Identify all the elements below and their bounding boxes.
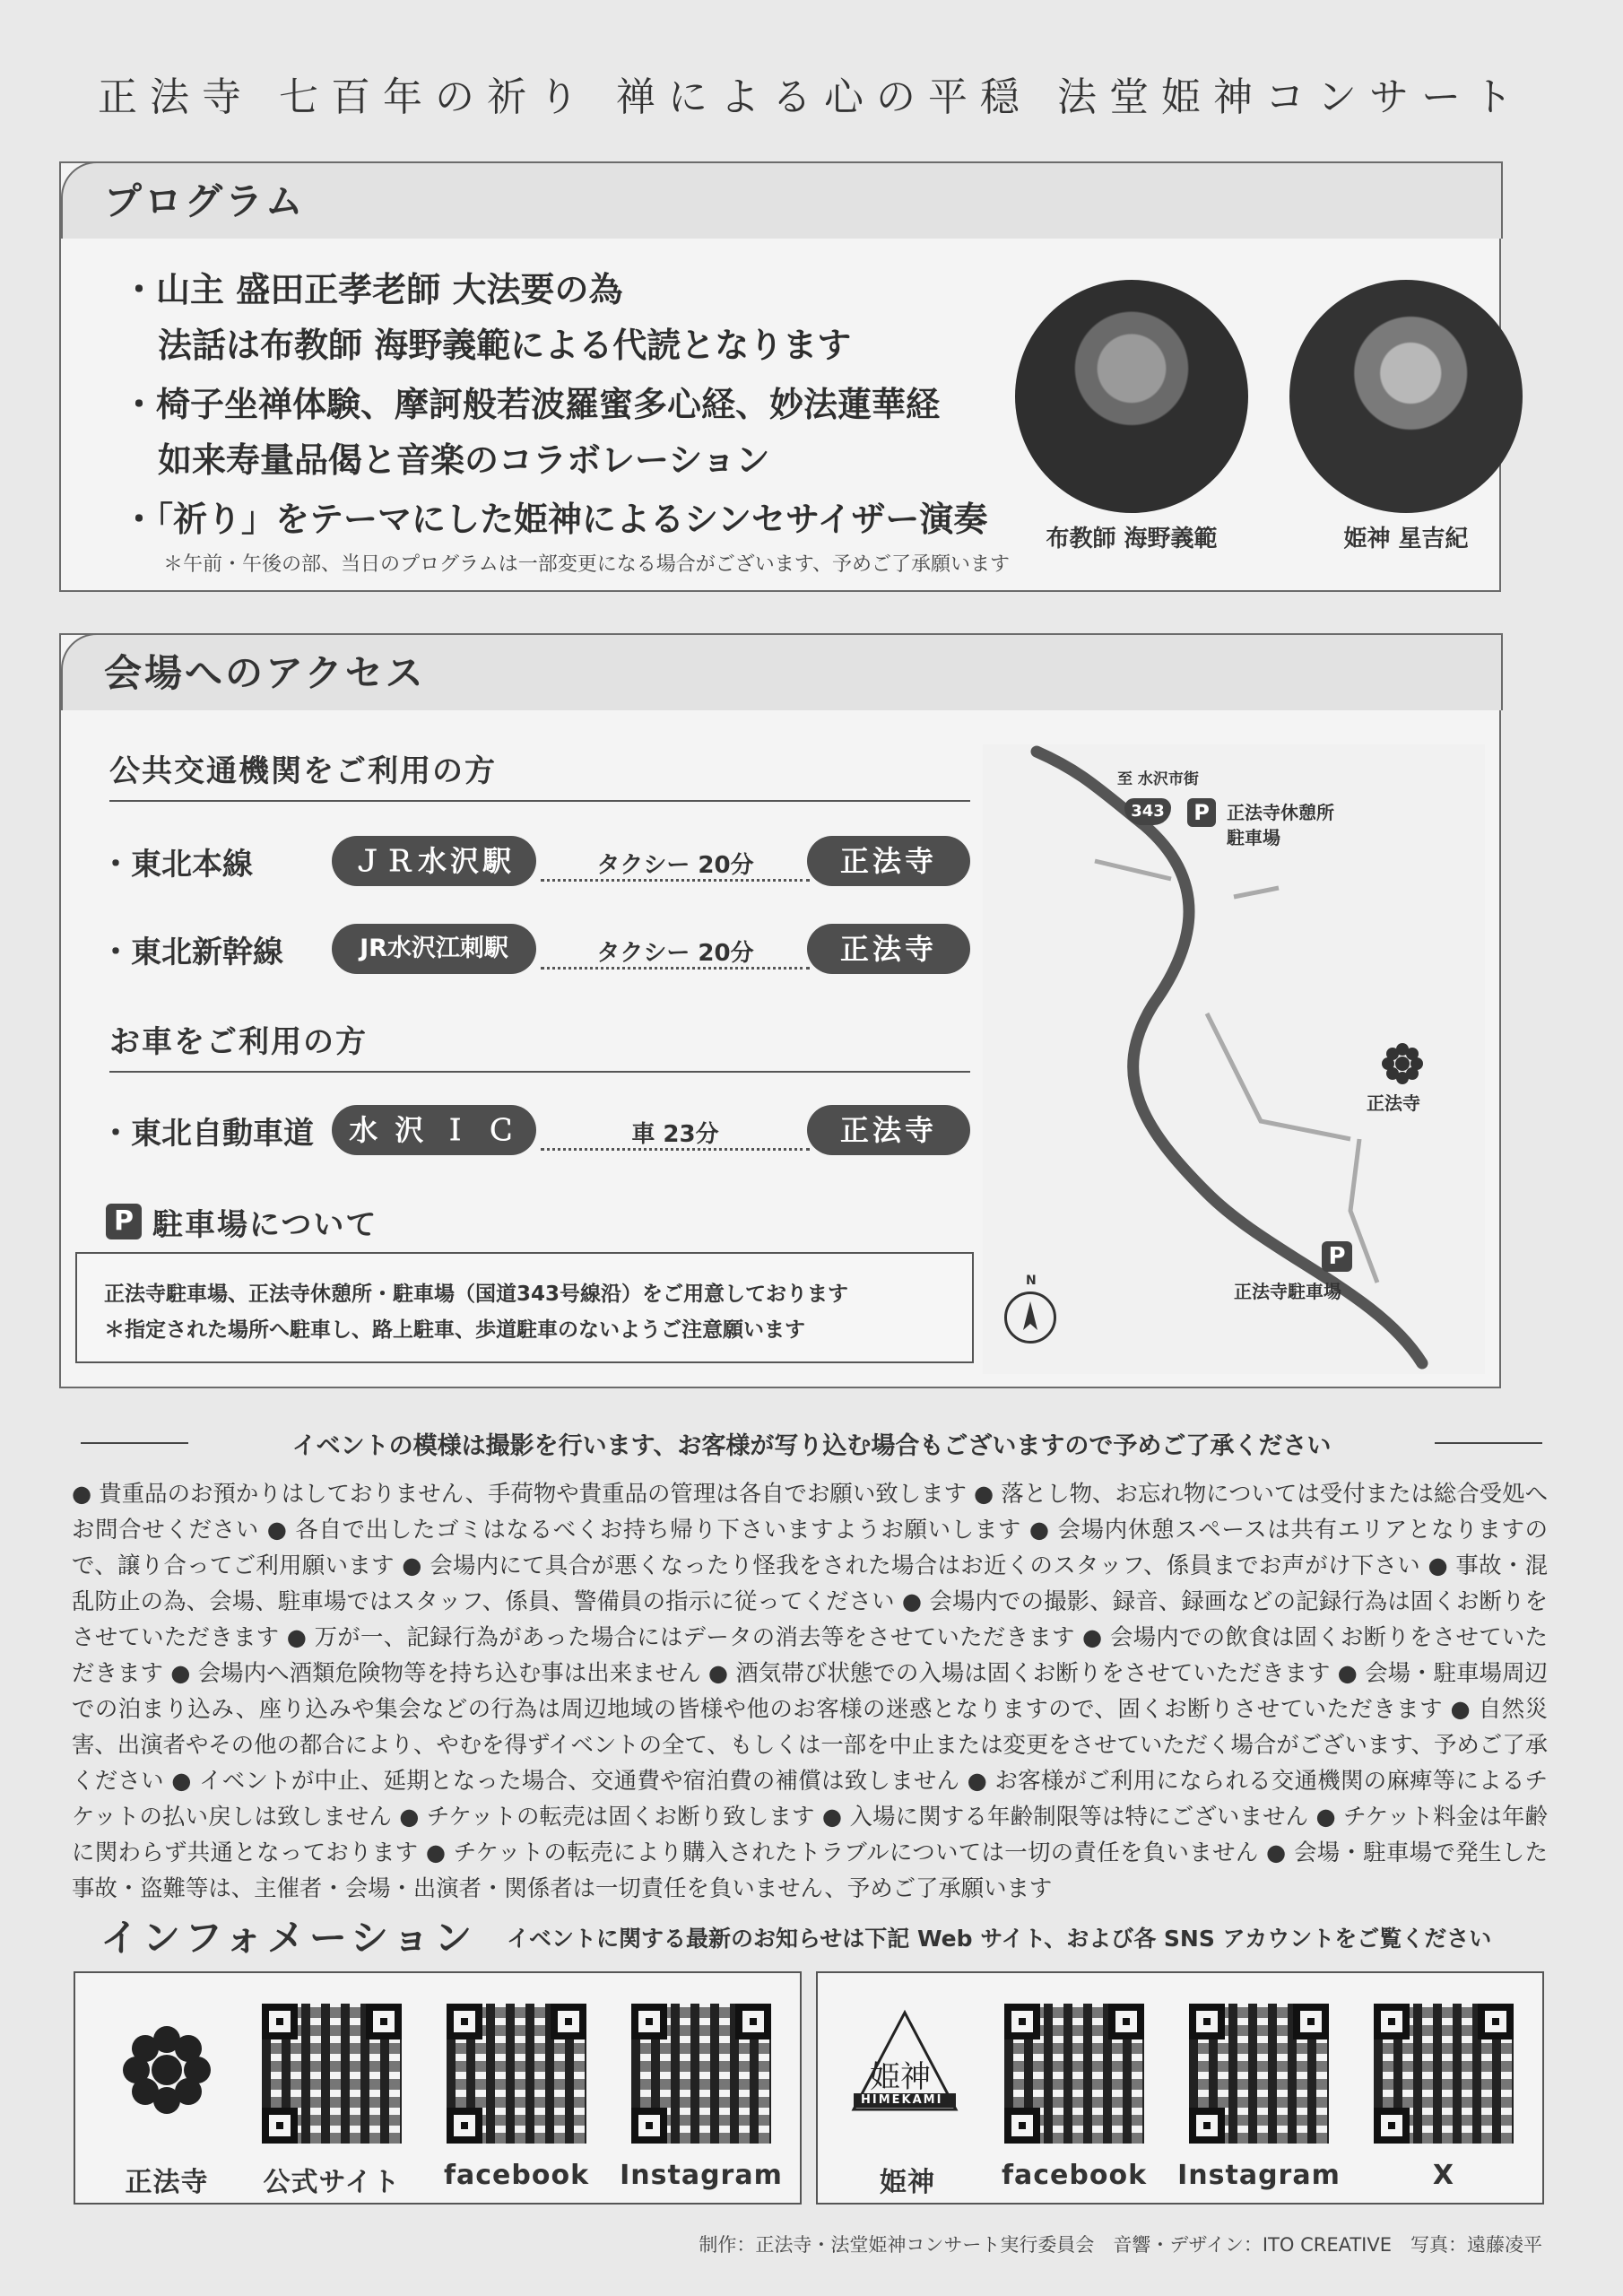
map-temple-parking: 正法寺駐車場 [1234, 1281, 1341, 1302]
parking-icon: P [106, 1204, 142, 1239]
map-parking-icon-rest: P [1187, 798, 1216, 827]
route-line-tohoku: ・東北本線 [100, 847, 253, 883]
parking-heading: 駐車場について [152, 1207, 378, 1243]
himekami-logo-en: HIMEKAMI [861, 2093, 943, 2107]
himekami-logo-text: 姫神 [870, 2059, 931, 2095]
program-heading: プログラム [104, 179, 306, 223]
station-pill-mizusawa: ＪＲ水沢駅 [332, 836, 536, 886]
credits: 制作：正法寺・法堂姫神コンサート実行委員会 音響・デザイン：ITO CREATIVE 写真：遠藤凌平 [699, 2234, 1542, 2256]
parking-info-box [75, 1252, 974, 1363]
access-tab [61, 633, 1503, 710]
program-line-4: 如来寿量品偈と音楽のコラボレーション [158, 440, 770, 480]
temple-crest-icon [1377, 1039, 1428, 1089]
info-subheading: イベントに関する最新のお知らせは下記 Web サイト、および各 SNS アカウントをご覧ください [507, 1926, 1492, 1952]
info-box-temple [74, 1971, 802, 2205]
divider [109, 1071, 970, 1073]
program-line-1: ・山主 盛田正孝老師 大法要の為 [122, 270, 623, 309]
info-heading: インフォメーション [100, 1916, 477, 1960]
caption-temple: 正法寺 [125, 2167, 209, 2198]
portrait-hoshi [1289, 280, 1523, 513]
portrait-caption-unno: 布教師 海野義範 [1046, 526, 1218, 552]
route-line-expressway: ・東北自動車道 [100, 1116, 314, 1152]
dest-pill-1: 正法寺 [807, 836, 970, 886]
dest-pill-2: 正法寺 [807, 924, 970, 974]
parking-line-1: 正法寺駐車場、正法寺休憩所・駐車場（国道343号線沿）をご用意しております [104, 1283, 849, 1306]
event-rules: ● 貴重品のお預かりはしておりません、手荷物や貴重品の管理は各自でお願い致します ● 落とし物、お忘れ物については受付または総合受処へお問合せください ● 各自で出したゴミはなるべくお持ち帰り下さいますようお願いします ● 会場内休憩スペースは共有エリアとなりますので、譲り合ってご利用願います ● 会場内にて具合が悪くなったり怪我をされた場合はお近くのスタッフ、係員までお声がけ下さい ● 事故・混乱防止の為、会場、駐車場ではスタッフ、係員、警備員の指示に従ってください ● 会場内での撮影、録音、録画などの記録行為は固くお断りをさせていただきます ● 万が一、記録行為があった場合にはデータの消去等をさせていただきます ● 会場内での飲食は固くお断りをさせていただきます ● 会場内へ酒類危険物等を持ち込む事は出来ません ● 酒気帯び状態での入場は固くお断りをさせていただきます ● 会場・駐車場周辺での泊まり込み、座り込みや集会などの行為は周辺地域の皆様や他のお客様の迷惑となりますので、固くお断りさせていただきます ● 自然災害、出演者やその他の都合により、やむを得ずイベントの全て、もしくは一部を中止または変更をさせていただく場合がございます、予めご了承ください ● イベントが中止、延期となった場合、交通費や宿泊費の補償は致しません ● お客様がご利用になられる交通機関の麻痺等によるチケットの払い戻しは致しません ● チケットの転売は固くお断り致します ● 入場に関する年齢制限等は特にございません ● チケット料金は年齢に関わらず共通となっております ● チケットの転売により購入されたトラブルについては一切の責任を負いません ● 会場・駐車場で発生した事故・盗難等は、主催者・会場・出演者・関係者は一切責任を負いません、予めご了承願います [72, 1480, 1548, 1901]
program-line-5: ・「祈り」をテーマにした姫神によるシンセサイザー演奏 [122, 500, 988, 539]
qr-code-himekami-x[interactable] [1374, 2004, 1514, 2144]
program-line-3: ・椅子坐禅体験、摩訶般若波羅蜜多心経、妙法蓮華経 [122, 385, 941, 424]
access-panel [59, 633, 1501, 1388]
access-map [983, 744, 1485, 1374]
caption-himekami-instagram: Instagram [1177, 2160, 1341, 2191]
caption-temple-facebook: facebook [443, 2160, 590, 2191]
dest-pill-3: 正法寺 [807, 1105, 970, 1155]
photography-notice: イベントの模様は撮影を行います、お客様が写り込む場合もございますので予めご了承ください [81, 1426, 1542, 1461]
parking-line-2: ＊指定された場所へ駐車し、路上駐車、歩道駐車のないようご注意願います [104, 1318, 805, 1342]
program-line-2: 法話は布教師 海野義範による代読となります [158, 326, 852, 365]
station-pill-esashi: JR水沢江刺駅 [332, 924, 536, 974]
north-label: N [1026, 1274, 1037, 1288]
qr-code-official-site[interactable] [262, 2004, 402, 2144]
north-arrow-icon [1004, 1292, 1056, 1344]
map-rest-area-2: 駐車場 [1227, 827, 1280, 848]
page-title: 正法寺 七百年の祈り 禅による心の平穏 法堂姫神コンサート [98, 74, 1525, 120]
public-transport-heading: 公共交通機関をご利用の方 [109, 753, 497, 789]
qr-code-temple-instagram[interactable] [631, 2004, 771, 2144]
access-heading: 会場へのアクセス [104, 651, 426, 695]
portrait-unno [1015, 280, 1248, 513]
caption-temple-instagram: Instagram [620, 2160, 783, 2191]
qr-code-himekami-instagram[interactable] [1189, 2004, 1329, 2144]
car-heading: お車をご利用の方 [109, 1024, 368, 1060]
map-parking-icon-temple: P [1322, 1241, 1352, 1272]
route-mode-1: タクシー 20分 [596, 852, 754, 879]
caption-himekami-x: X [1432, 2160, 1455, 2191]
qr-code-himekami-facebook[interactable] [1004, 2004, 1144, 2144]
caption-official-site: 公式サイト [263, 2167, 401, 2198]
qr-code-temple-facebook[interactable] [447, 2004, 586, 2144]
caption-himekami-facebook: facebook [1001, 2160, 1148, 2191]
program-tab [61, 161, 1503, 239]
portrait-caption-hoshi: 姫神 星吉紀 [1343, 526, 1469, 552]
divider [109, 800, 970, 802]
route-mode-2: タクシー 20分 [596, 940, 754, 967]
ic-pill-mizusawa: 水 沢 Ｉ Ｃ [332, 1105, 536, 1155]
temple-crest-icon [113, 2016, 221, 2124]
map-to-city: 至 水沢市街 [1117, 770, 1199, 788]
route-mode-3: 車 23分 [631, 1121, 719, 1148]
program-note: ＊午前・午後の部、当日のプログラムは一部変更になる場合がございます、予めご了承願います [163, 553, 1011, 576]
map-temple: 正法寺 [1367, 1092, 1420, 1114]
route-343-badge: 343 [1124, 798, 1171, 825]
program-panel [59, 161, 1501, 592]
map-rest-area-1: 正法寺休憩所 [1227, 802, 1334, 823]
route-line-shinkansen: ・東北新幹線 [100, 935, 283, 970]
info-box-himekami [816, 1971, 1544, 2205]
caption-himekami: 姫神 [880, 2167, 935, 2198]
